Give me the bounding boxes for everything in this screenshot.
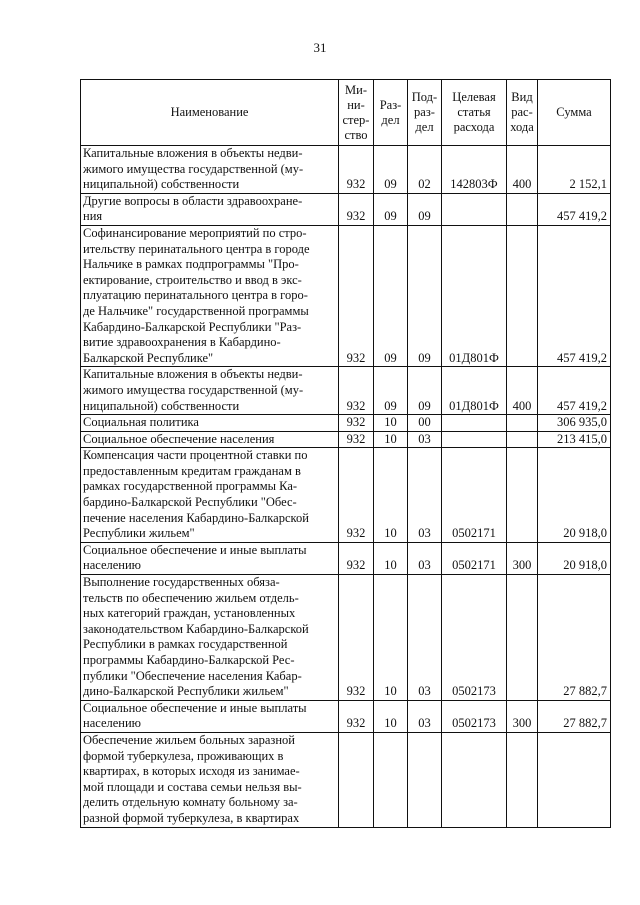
table-cell-target: 0502173 [442,575,507,701]
table-cell-subsection: 03 [408,575,442,701]
table-cell-target [442,431,507,448]
table-cell-sum: 457 419,2 [538,367,611,415]
table-cell-ministry: 932 [339,415,374,432]
table-cell-subsection: 03 [408,542,442,574]
table-cell-name: Компенсация части процентной ставки по предоставленным кредитам гражданам в рамках государственной программы Ка- бардино-Балкарской Республики "Обес- печение населения Кабардино-Балкарской Республики жильем" [81,448,339,543]
table-cell-expense-type: 300 [507,542,538,574]
table-cell-ministry: 932 [339,700,374,732]
table-cell-sum [538,732,611,827]
header-subsection-text: Под- раз- дел [411,90,438,134]
table-cell-target [442,193,507,225]
table-cell-ministry [339,732,374,827]
table-row [81,415,611,432]
table-cell-section: 10 [374,448,408,543]
table-cell-expense-type: 400 [507,146,538,194]
table-cell-ministry: 932 [339,448,374,543]
table-cell-sum: 20 918,0 [538,448,611,543]
table-row [81,146,611,194]
table-cell-ministry: 932 [339,367,374,415]
table-cell-section: 09 [374,193,408,225]
table-cell-expense-type [507,448,538,543]
table-cell-name: Выполнение государственных обяза- тельств по обеспечению жильем отдель- ных категорий граждан, установленных законодательством Кабардино-Балкарской Республики в рамках государственной программы Кабардино-Балкарской Рес- публики "Обеспечение населения Кабар- дино-Балкарской Республики жильем" [81,575,339,701]
header-ministry [339,80,374,146]
header-target [442,80,507,146]
table-row [81,575,611,701]
table-row [81,225,611,366]
page-number: 31 [313,40,327,55]
table-cell-subsection: 03 [408,700,442,732]
table-cell-expense-type: 300 [507,700,538,732]
budget-table [80,79,611,828]
table-row [81,431,611,448]
table-cell-name: Капитальные вложения в объекты недви- жимого имущества государственной (му- ниципальной) собственности [81,367,339,415]
table-cell-subsection: 02 [408,146,442,194]
table-cell-name: Социальное обеспечение населения [81,431,339,448]
table-cell-expense-type [507,575,538,701]
table-cell-name: Социальная политика [81,415,339,432]
table-cell-ministry: 932 [339,575,374,701]
table-cell-expense-type [507,431,538,448]
table-cell-section: 09 [374,146,408,194]
table-cell-subsection: 09 [408,225,442,366]
table-cell-ministry: 932 [339,431,374,448]
table-row [81,367,611,415]
table-cell-name: Обеспечение жильем больных заразной формой туберкулеза, проживающих в квартирах, в которых исходя из занимае- мой площади и состава семьи нельзя вы- делить отдельную комнату больному за- разной формой туберкулеза, в квартирах [81,732,339,827]
table-cell-subsection: 03 [408,431,442,448]
table-cell-sum: 213 415,0 [538,431,611,448]
table-cell-target: 0502171 [442,448,507,543]
table-row [81,732,611,827]
table-cell-expense-type [507,225,538,366]
table-cell-section [374,732,408,827]
header-expense-type-text: Вид рас- хода [510,90,534,134]
table-cell-sum: 27 882,7 [538,700,611,732]
header-name-text: Наименование [170,105,249,119]
table-cell-name: Софинансирование мероприятий по стро- ительству перинатального центра в городе Нальчике в рамках подпрограммы "Про- ектирование, строительство и ввод в экс- плуатацию перинатального центра в горо- де Нальчике" государственной программы Кабардино-Балкарской Республики "Раз- витие здравоохранения в Кабардино- Балкарской Республике" [81,225,339,366]
table-cell-target: 142803Ф [442,146,507,194]
header-name [81,80,339,146]
table-cell-sum: 457 419,2 [538,225,611,366]
table-cell-sum: 20 918,0 [538,542,611,574]
table-cell-expense-type: 400 [507,367,538,415]
table-row [81,542,611,574]
table-cell-name: Капитальные вложения в объекты недви- жимого имущества государственной (му- ниципальной) собственности [81,146,339,194]
table-cell-section: 10 [374,542,408,574]
table-cell-ministry: 932 [339,542,374,574]
table-cell-subsection [408,732,442,827]
table-row [81,448,611,543]
table-cell-target: 0502173 [442,700,507,732]
table-cell-subsection: 00 [408,415,442,432]
table-cell-section: 09 [374,225,408,366]
table-cell-sum: 27 882,7 [538,575,611,701]
header-section [374,80,408,146]
table-row [81,193,611,225]
table-cell-name: Социальное обеспечение и иные выплаты населению [81,542,339,574]
table-cell-sum: 2 152,1 [538,146,611,194]
table-body [81,146,611,828]
table-cell-subsection: 09 [408,193,442,225]
table-header-row [81,80,611,146]
table-cell-expense-type [507,732,538,827]
table-cell-ministry: 932 [339,193,374,225]
table-cell-ministry: 932 [339,146,374,194]
table-cell-target [442,415,507,432]
table-cell-sum: 306 935,0 [538,415,611,432]
table-cell-expense-type [507,415,538,432]
table-cell-target: 0502171 [442,542,507,574]
header-subsection [408,80,442,146]
table-cell-ministry: 932 [339,225,374,366]
header-sum-text: Сумма [556,105,592,119]
table-cell-subsection: 09 [408,367,442,415]
header-section-text: Раз- дел [379,97,402,127]
table-cell-section: 09 [374,367,408,415]
table-cell-section: 10 [374,700,408,732]
table-cell-target: 01Д801Ф [442,367,507,415]
header-expense-type [507,80,538,146]
table-cell-target: 01Д801Ф [442,225,507,366]
table-cell-sum: 457 419,2 [538,193,611,225]
table-cell-section: 10 [374,415,408,432]
table-cell-name: Социальное обеспечение и иные выплаты населению [81,700,339,732]
table-cell-section: 10 [374,431,408,448]
header-target-text: Целевая статья расхода [452,90,496,134]
table-cell-subsection: 03 [408,448,442,543]
table-row [81,700,611,732]
table-cell-target [442,732,507,827]
header-ministry-text: Ми- ни- стер- ство [342,82,370,142]
table-cell-expense-type [507,193,538,225]
header-sum [538,80,611,146]
table-cell-name: Другие вопросы в области здравоохране- ния [81,193,339,225]
table-cell-section: 10 [374,575,408,701]
